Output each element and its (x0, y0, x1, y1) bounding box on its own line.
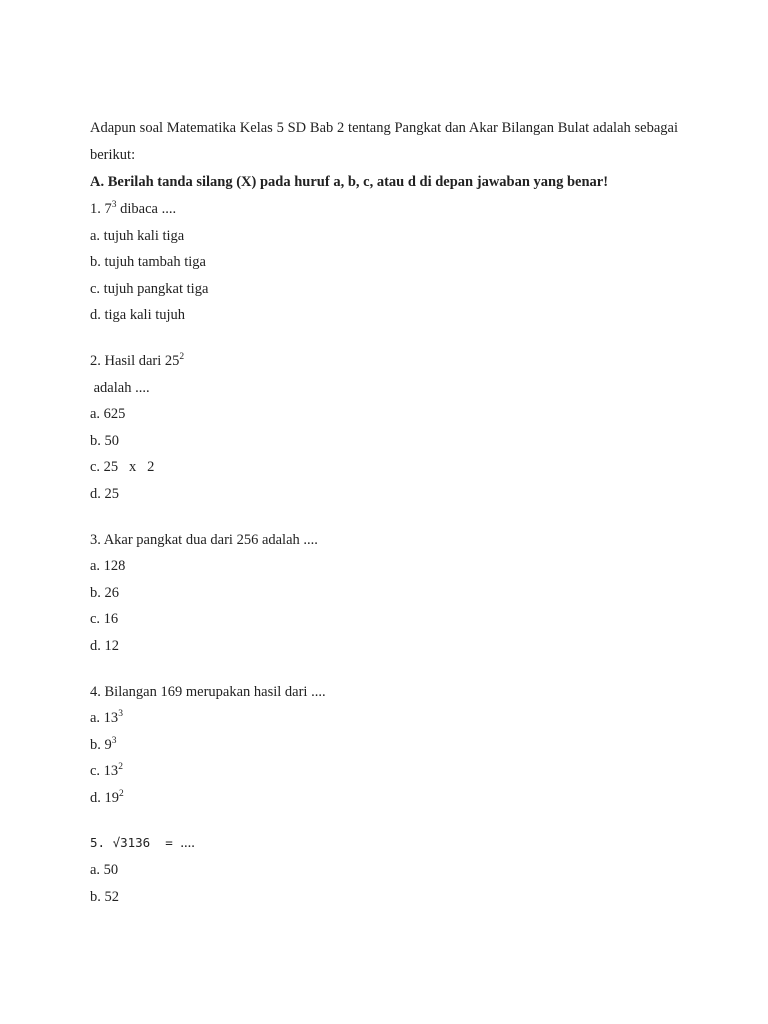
question-1-option-c: c. tujuh pangkat tiga (90, 280, 209, 297)
question-5 (90, 830, 678, 910)
section-heading: A. Berilah tanda silang (X) pada huruf a, b, c, atau d di depan jawaban yang benar! (90, 174, 609, 190)
question-2-option-c: c. 25 x 2 (90, 459, 155, 476)
question-1-suffix: dibaca .... (116, 201, 177, 217)
question-4-option-d (90, 785, 678, 812)
question-2-option-d: d. 25 (90, 485, 119, 502)
question-5-option-a: a. 50 (90, 862, 119, 879)
question-4-option-b (90, 732, 678, 759)
question-2-exponent: 2 (179, 351, 185, 362)
question-3-option-c: c. 16 (90, 611, 119, 628)
question-3 (90, 527, 678, 660)
question-4-option-c-exponent: 2 (118, 762, 123, 773)
question-4-option-c (90, 758, 678, 785)
question-3-option-b: b. 26 (90, 584, 119, 601)
question-4 (90, 679, 678, 812)
question-3-text: 3. Akar pangkat dua dari 256 adalah .... (90, 531, 318, 548)
question-3-option-a: a. 128 (90, 558, 126, 575)
question-2-option-a: a. 625 (90, 406, 126, 423)
question-4-text: 4. Bilangan 169 merupakan hasil dari .... (90, 683, 326, 700)
question-4-option-d-exponent: 2 (119, 788, 124, 799)
question-4-option-a-base: a. 13 (90, 710, 119, 727)
question-2-text-cont: adalah .... (90, 379, 150, 396)
question-4-option-d-base: d. 19 (90, 789, 119, 806)
question-4-option-c-base: c. 13 (90, 763, 119, 780)
question-2-text (90, 348, 678, 375)
question-4-option-b-exponent: 3 (111, 735, 117, 746)
question-2-option-b: b. 50 (90, 432, 119, 449)
question-4-option-a (90, 705, 678, 732)
question-4-option-a-exponent: 3 (118, 709, 123, 720)
question-1-option-b: b. tujuh tambah tiga (90, 254, 206, 271)
question-1-text (90, 196, 678, 223)
question-5-expression: 5. √3136 = (90, 835, 181, 851)
question-5-dots: .... (180, 835, 195, 852)
intro-paragraph: Adapun soal Matematika Kelas 5 SD Bab 2 tentang Pangkat dan Akar Bilangan Bulat adalah sebagai berikut: (90, 120, 678, 163)
question-5-option-b: b. 52 (90, 888, 119, 905)
question-2-prefix: 2. Hasil dari 25 (90, 352, 180, 369)
question-1-prefix: 1. 7 (90, 201, 112, 217)
question-5-text (90, 830, 678, 857)
question-1-option-d: d. tiga kali tujuh (90, 307, 186, 324)
question-2 (90, 348, 678, 508)
document-page (90, 115, 678, 910)
question-1-option-a: a. tujuh kali tiga (90, 227, 185, 244)
question-3-option-d: d. 12 (90, 637, 119, 654)
question-1-exponent: 3 (111, 200, 117, 210)
question-1 (90, 196, 678, 329)
question-4-option-b-base: b. 9 (90, 736, 112, 753)
